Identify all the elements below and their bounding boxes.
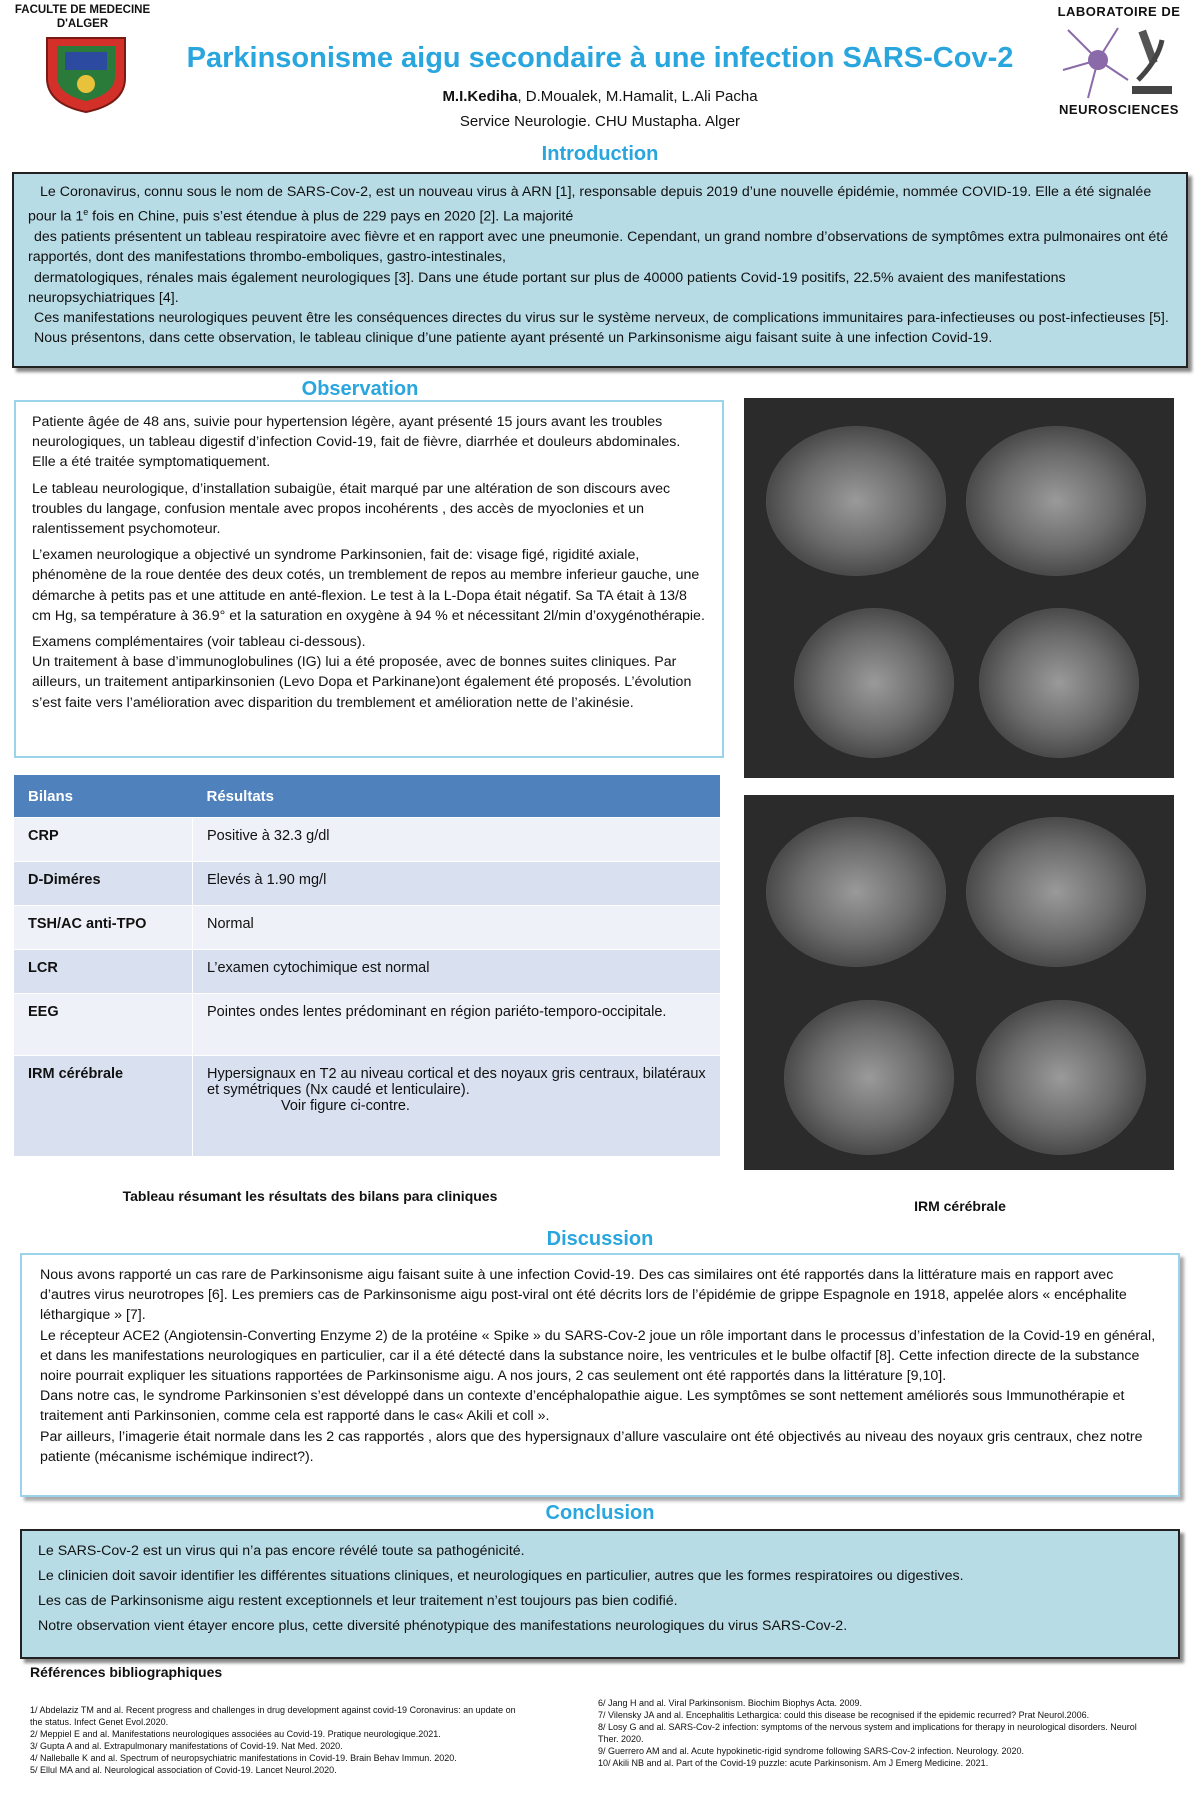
table-cell-bilan: CRP bbox=[14, 818, 193, 862]
table-row bbox=[14, 1056, 720, 1156]
lab-logo bbox=[1038, 2, 1200, 117]
table-row bbox=[14, 818, 720, 862]
bilans-table bbox=[14, 775, 720, 1156]
observation-paragraph: Le tableau neurologique, d’installation subaigüe, était marqué par une altération de son discours avec troubles du langage, confusion mentale avec propos incohérents , des accès de myoclonies et un ralentissement psychomoteur. bbox=[32, 480, 671, 538]
table-header-resultats: Résultats bbox=[193, 775, 721, 818]
observation-paragraph bbox=[32, 632, 706, 713]
table-row bbox=[14, 950, 720, 994]
table-cell-resultat: Elevés à 1.90 mg/l bbox=[193, 862, 721, 906]
table-caption: Tableau résumant les résultats des bilans para cliniques bbox=[122, 1188, 498, 1204]
lab-name-line1: LABORATOIRE DE bbox=[1057, 4, 1181, 19]
mri-caption: IRM cérébrale bbox=[914, 1198, 1006, 1214]
mri-image-top bbox=[744, 398, 1174, 778]
reference-item: 6/ Jang H and al. Viral Parkinsonism. Biochim Biophys Acta. 2009. bbox=[598, 1698, 862, 1708]
table-cell-resultat: Positive à 32.3 g/dl bbox=[193, 818, 721, 862]
neuron-microscope-icon bbox=[1058, 20, 1178, 100]
observation-exams: Examens complémentaires (voir tableau ci-dessous). bbox=[32, 634, 366, 651]
table-cell-bilan: EEG bbox=[14, 994, 193, 1056]
intro-text-1a: Le Coronavirus, connu sous le nom de SARS-Cov-2, est un nouveau virus à ARN [1], responsable depuis 2019 d’une nouvelle épidémie, nommée COVID-19. Elle a été signalée pour la 1 bbox=[28, 184, 1152, 225]
discussion-paragraph: Nous avons rapporté un cas rare de Parkinsonisme aigu faisant suite à une infection Covid-19. Des cas similaires ont été rapportés dans la littérature mais en rapport avec d’autres virus neurotropes [6]. Les premiers cas de Parkinsonisme aigu post-viral ont été décrits lors de l’épidémie de grippe Espagnole en 1918, appelée alors « encéphalite léthargique » [7]. bbox=[40, 1267, 1127, 1324]
conclusion-item: Les cas de Parkinsonisme aigu restent exceptionnels et leur traitement n’est toujours pas bien codifié. bbox=[38, 1593, 678, 1609]
table-cell-bilan: LCR bbox=[14, 950, 193, 994]
reference-item: 7/ Vilensky JA and al. Encephalitis Lethargica: could this disease be recognised if the epidemic recurred? Prat Neurol.2006. bbox=[598, 1710, 1090, 1720]
introduction-paragraph: Nous présentons, dans cette observation, le tableau clinique d’une patiente ayant présenté un Parkinsonisme aigu faisant suite à une infection Covid-19. bbox=[34, 330, 993, 347]
table-cell-resultat: L’examen cytochimique est normal bbox=[193, 950, 721, 994]
observation-heading: Observation bbox=[301, 378, 419, 400]
authors bbox=[300, 88, 900, 105]
introduction-paragraph: des patients présentent un tableau respiratoire avec fièvre et en rapport avec une pneumonie. Cependant, un grand nombre d’observations de symptômes extra pulmonaires ont été rapportés, dont des manifestations thrombo-emboliques, gastro-intestinales, bbox=[28, 229, 1169, 266]
conclusion-item: Notre observation vient étayer encore plus, cette diversité phénotypique des manifestations neurologiques du virus SARS-Cov-2. bbox=[38, 1618, 848, 1634]
conclusion-item: Le SARS-Cov-2 est un virus qui n’a pas encore révélé toute sa pathogénicité. bbox=[38, 1543, 525, 1559]
faculty-crest-icon bbox=[43, 34, 129, 114]
observation-paragraph: Patiente âgée de 48 ans, suivie pour hypertension légère, ayant présenté 15 jours avant les troubles neurologiques, un tableau digestif d’infection Covid-19, fait de fièvre, diarrhée et douleurs abdominales. Elle a été traitée symptomatiquement. bbox=[32, 414, 681, 471]
co-authors: , D.Moualek, M.Hamalit, L.Ali Pacha bbox=[517, 88, 758, 105]
first-author: M.I.Kediha bbox=[442, 88, 518, 105]
references-right bbox=[598, 1697, 1158, 1769]
introduction-paragraph: dermatologiques, rénales mais également neurologiques [3]. Dans une étude portant sur plus de 40000 patients Covid-19 positifs, 22.5% avaient des manifestations neuropsychiatriques [4]. bbox=[28, 269, 1066, 306]
reference-item: 4/ Nalleballe K and al. Spectrum of neuropsychiatric manifestations in Covid-19. Brain Behav Immun. 2020. bbox=[30, 1753, 457, 1763]
table-row bbox=[14, 862, 720, 906]
table-cell-resultat: Normal bbox=[193, 906, 721, 950]
mri-image-bottom bbox=[744, 795, 1174, 1170]
introduction-paragraph bbox=[28, 182, 1172, 227]
conclusion-heading: Conclusion bbox=[545, 1502, 655, 1524]
introduction-heading: Introduction bbox=[541, 143, 659, 165]
observation-treatment: Un traitement à base d’immunoglobulines (IG) lui a été proposée, avec de bonnes suites cliniques. Par ailleurs, un traitement antiparkinsonien (Levo Dopa et Parkinane)ont également été proposés. L’évolution s’est faite vers l’amélioration avec disparition du tremblement et amélioration nette de l’akinésie. bbox=[32, 654, 692, 711]
observation-paragraph: L’examen neurologique a objectivé un syndrome Parkinsonien, fait de: visage figé, rigidité axiale, phénomène de la roue dentée des deux cotés, un tremblement de repos au membre inferieur gauche, une démarche à petits pas et une attitude en anté-flexion. Le test à la L-Dopa était négatif. Sa TA était à 13/8 cm Hg, sa température à 36.9° et la saturation en oxygène à 94 % et nécessitant 2l/min d’oxygénothérapie. bbox=[32, 547, 705, 624]
introduction-box bbox=[12, 172, 1188, 368]
table-row bbox=[14, 906, 720, 950]
table-cell-resultat bbox=[193, 1056, 721, 1156]
conclusion-box bbox=[20, 1529, 1180, 1659]
faculty-city: D'ALGER bbox=[56, 18, 109, 30]
observation-box bbox=[14, 400, 724, 758]
faculty-logo bbox=[5, 4, 160, 112]
references-heading: Références bibliographiques bbox=[30, 1664, 223, 1680]
reference-item: 3/ Gupta A and al. Extrapulmonary manifestations of Covid-19. Nat Med. 2020. bbox=[30, 1741, 343, 1751]
conclusion-item: Le clinicien doit savoir identifier les différentes situations cliniques, et neurologiques en particulier, autres que les formes respiratoires ou digestives. bbox=[38, 1568, 964, 1584]
reference-item: 1/ Abdelaziz TM and al. Recent progress and challenges in drug development against covid-19 Coronavirus: an update on the status. Infect Genet Evol.2020. bbox=[30, 1705, 516, 1727]
reference-item: 5/ Ellul MA and al. Neurological association of Covid-19. Lancet Neurol.2020. bbox=[30, 1765, 337, 1775]
irm-result-see-figure: Voir figure ci-contre. bbox=[281, 1098, 410, 1114]
irm-result-text: Hypersignaux en T2 au niveau cortical et des noyaux gris centraux, bilatéraux et symétriques (Nx caudé et lenticulaire). bbox=[207, 1066, 706, 1098]
discussion-paragraph: Dans notre cas, le syndrome Parkinsonien s’est développé dans un contexte d’encéphalopathie aigue. Les symptômes se sont nettement améliorés sous Immunothérapie et traitement anti Parkinsonien, comme cela est rapporté dans le cas« Akili et coll ». bbox=[40, 1388, 1125, 1425]
faculty-name: FACULTE DE MEDECINE bbox=[14, 4, 151, 16]
references-left bbox=[30, 1704, 530, 1776]
intro-text-1b: fois en Chine, puis s’est étendue à plus de 229 pays en 2020 [2]. La majorité bbox=[88, 208, 574, 225]
discussion-heading: Discussion bbox=[546, 1228, 654, 1250]
table-cell-resultat: Pointes ondes lentes prédominant en région pariéto-temporo-occipitale. bbox=[193, 994, 721, 1056]
reference-item: 9/ Guerrero AM and al. Acute hypokinetic-rigid syndrome following SARS-Cov-2 infection. Neurology. 2020. bbox=[598, 1746, 1025, 1756]
table-cell-bilan: TSH/AC anti-TPO bbox=[14, 906, 193, 950]
poster-title: Parkinsonisme aigu secondaire à une infection SARS-Cov-2 bbox=[186, 42, 1014, 74]
reference-item: 10/ Akili NB and al. Part of the Covid-19 puzzle: acute Parkinsonism. Am J Emerg Medicine. 2021. bbox=[598, 1758, 989, 1768]
introduction-paragraph: Ces manifestations neurologiques peuvent être les conséquences directes du virus sur le système nerveux, de complications immunitaires para-infectieuses ou post-infectieuses [5]. bbox=[34, 309, 1169, 326]
table-cell-bilan: D-Diméres bbox=[14, 862, 193, 906]
reference-item: 2/ Meppiel E and al. Manifestations neurologiques associées au Covid-19. Pratique neurologique.2021. bbox=[30, 1729, 441, 1739]
reference-item: 8/ Losy G and al. SARS-Cov-2 infection: symptoms of the nervous system and implications for therapy in neurological disorders. Neurol Ther. 2020. bbox=[598, 1722, 1137, 1744]
discussion-paragraph: Par ailleurs, l’imagerie était normale dans les 2 cas rapportés , alors que des hypersignaux d’allure vasculaire ont été objectivés au niveau des noyaux gris centraux, chez notre patiente (mécanisme ischémique indirect?). bbox=[40, 1428, 1143, 1465]
lab-name-line2: NEUROSCIENCES bbox=[1059, 102, 1179, 117]
affiliation: Service Neurologie. CHU Mustapha. Alger bbox=[459, 113, 741, 130]
discussion-paragraph: Le récepteur ACE2 (Angiotensin-Converting Enzyme 2) de la protéine « Spike » du SARS-Cov-2 joue un rôle important dans le processus d’infestation de la Covid-19 en général, et dans les manifestations neurologiques en particulier, car il a été détecté dans la substance noire, les ventricules et le bulbe olfactif [8]. Cette infection directe de la substance noire pourrait expliquer les situations rapportées de Parkinsonisme aigu. A nos jours, 2 cas seulement ont été rapportés dans la littérature [9,10]. bbox=[40, 1327, 1156, 1385]
discussion-box bbox=[20, 1253, 1180, 1497]
intro-superscript: e bbox=[83, 207, 89, 218]
table-row bbox=[14, 994, 720, 1056]
table-cell-bilan: IRM cérébrale bbox=[14, 1056, 193, 1156]
table-header-bilans: Bilans bbox=[14, 775, 193, 818]
